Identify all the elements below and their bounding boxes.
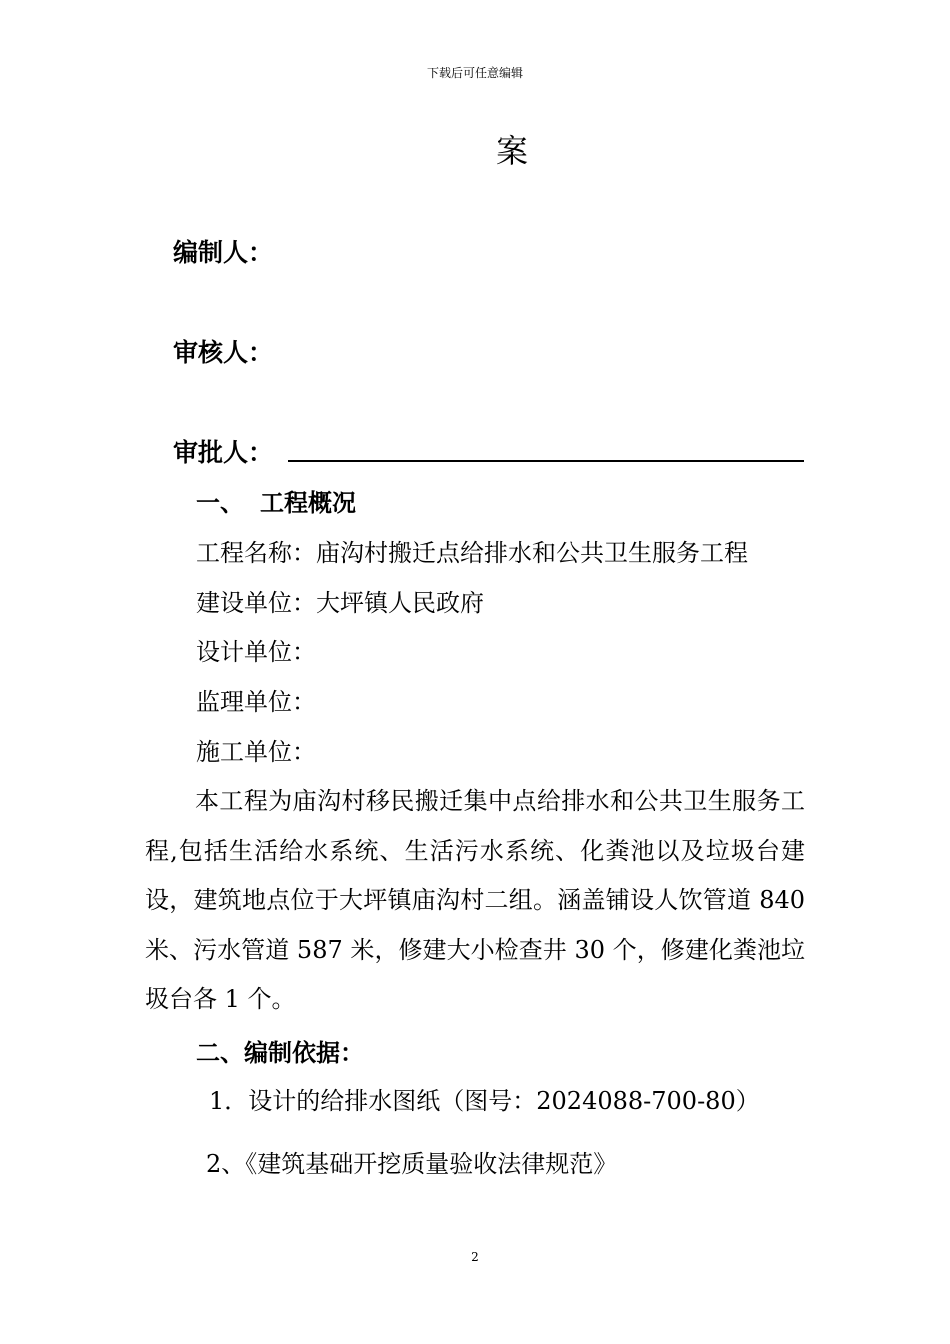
approver-signature-line [288, 460, 804, 462]
construction-unit-line: 建设单位：大坪镇人民政府 [196, 589, 484, 617]
document-title: 案 [495, 132, 528, 170]
basis-item-2: 2、《建筑基础开挖质量验收法律规范》 [206, 1150, 618, 1178]
basis-item-1: 1．设计的给排水图纸（图号：2024088-700-80） [209, 1087, 760, 1115]
section1-heading-number: 一、 [196, 489, 244, 517]
compiler-label: 编制人： [173, 238, 274, 267]
section2-heading: 二、编制依据： [196, 1039, 364, 1067]
design-unit-line: 设计单位： [196, 638, 316, 666]
page-number: 2 [471, 1250, 479, 1264]
approver-label: 审批人： [173, 438, 274, 467]
project-description: 本工程为庙沟村移民搬迁集中点给排水和公共卫生服务工程,包括生活给水系统、生活污水系统、化粪池以及垃圾台建设，建筑地点位于大坪镇庙沟村二组。涵盖铺设人饮管道 840 米、污水管道 587 米，修建大小检查井 30 个，修建化粪池垃圾台各 1 个。 [145, 787, 805, 1013]
reviewer-label: 审核人： [173, 338, 274, 367]
header-note: 下载后可任意编辑 [426, 66, 523, 80]
section1-heading: 工程概况 [260, 489, 356, 517]
project-name-line: 工程名称：庙沟村搬迁点给排水和公共卫生服务工程 [196, 539, 748, 567]
supervision-unit-line: 监理单位： [196, 688, 316, 716]
contractor-unit-line: 施工单位： [196, 738, 316, 766]
